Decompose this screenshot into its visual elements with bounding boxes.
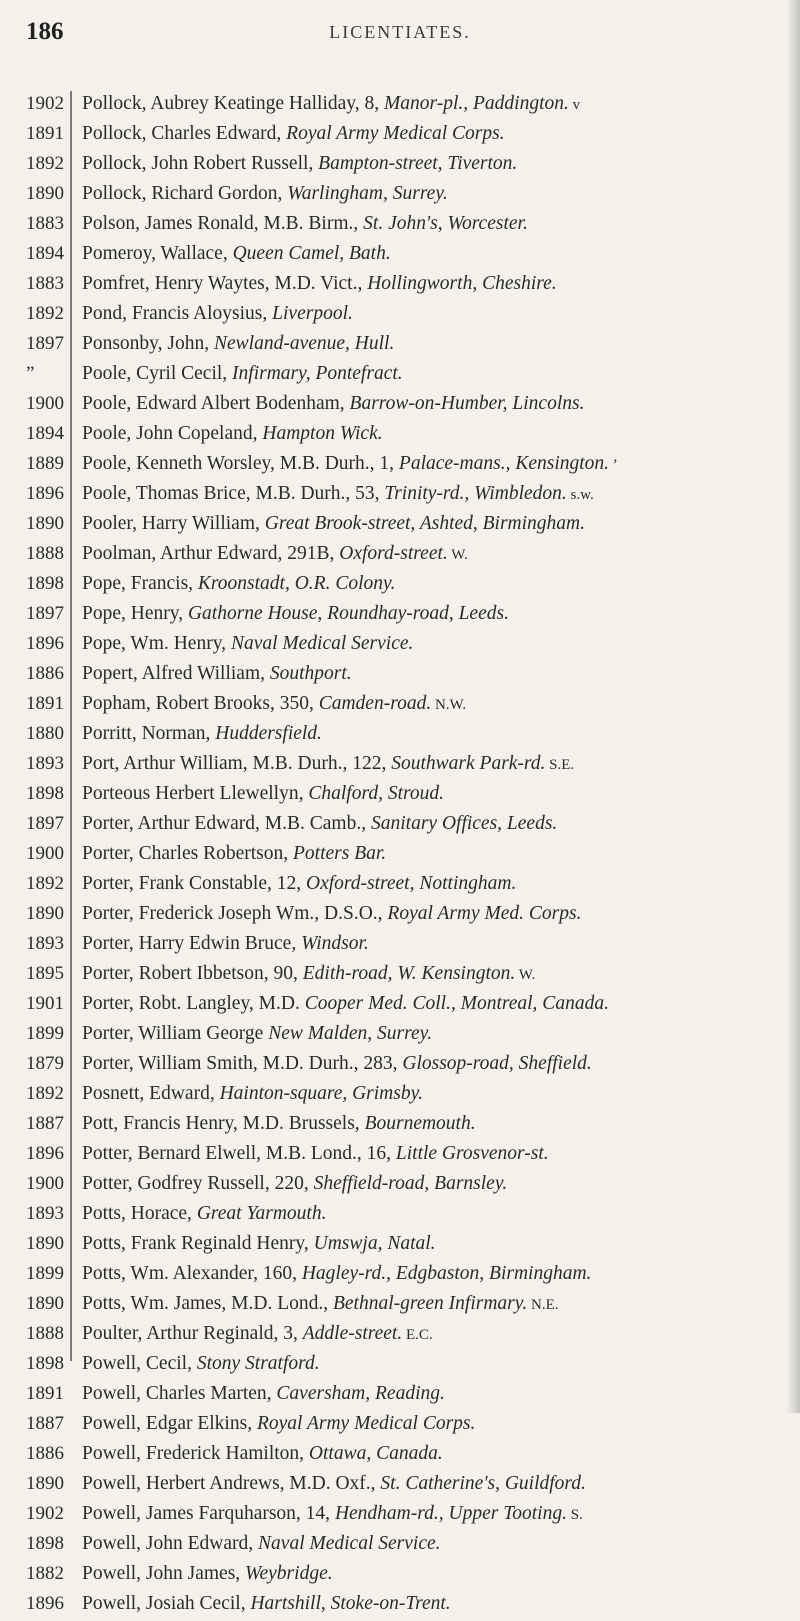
entry-year: 1883 <box>26 213 64 234</box>
entry-address: Palace-mans., Kensington. <box>398 453 610 474</box>
entry-year: 1887 <box>26 1413 64 1434</box>
entry-year: 1887 <box>26 1113 64 1134</box>
entry-name: Powell, Charles Marten, <box>82 1383 277 1404</box>
entry-postal-district: s.w. <box>566 487 594 503</box>
entry-year: 1901 <box>26 993 64 1014</box>
entry-row <box>82 661 794 691</box>
entry-row <box>82 1141 794 1171</box>
entry-name: Posnett, Edward, <box>82 1083 220 1104</box>
entry-year: 1891 <box>26 693 64 714</box>
entry-address: Barrow-on-Humber, Lincolns. <box>349 393 585 414</box>
entry-row <box>82 1471 794 1501</box>
entry-row <box>82 481 794 511</box>
entry-name: Popham, Robert Brooks, 350, <box>82 693 319 714</box>
entry-address: Umswja, Natal. <box>313 1233 436 1254</box>
entry-address: Naval Medical Service. <box>230 633 414 654</box>
entry-row <box>82 511 794 541</box>
entry-row <box>82 1561 794 1591</box>
entry-name: Poole, Thomas Brice, M.B. Durh., 53, <box>82 483 385 504</box>
entry-address: Royal Army Medical Corps. <box>286 123 505 144</box>
entry-name: Pope, Wm. Henry, <box>82 633 231 654</box>
entry-address: Newland-avenue, Hull. <box>214 333 395 354</box>
entry-row <box>82 421 794 451</box>
entry-postal-district: ’ <box>609 457 618 473</box>
entry-row <box>82 1291 794 1321</box>
entry-address: Sanitary Offices, Leeds. <box>370 813 558 834</box>
entry-year: 1900 <box>26 843 64 864</box>
entry-address: Chalford, Stroud. <box>308 783 444 804</box>
entry-year: 1896 <box>26 633 64 654</box>
entry-year: 1890 <box>26 903 64 924</box>
entry-row <box>82 1021 794 1051</box>
entry-name: Popert, Alfred William, <box>82 663 270 684</box>
entry-address: Great Brook-street, Ashted, Birmingham. <box>264 513 586 534</box>
entry-name: Pond, Francis Aloysius, <box>82 303 273 324</box>
entry-year: 1882 <box>26 1563 64 1584</box>
entry-name: Powell, John Edward, <box>82 1533 259 1554</box>
entry-address: St. Catherine's, Guildford. <box>380 1473 586 1494</box>
entry-name: Potts, Wm. James, M.D. Lond., <box>82 1293 333 1314</box>
entry-name: Porter, Harry Edwin Bruce, <box>82 933 302 954</box>
entry-row <box>82 751 794 781</box>
entry-name: Pollock, Aubrey Keatinge Halliday, 8, <box>82 93 385 114</box>
entry-row <box>82 1051 794 1081</box>
entry-year: 1895 <box>26 963 64 984</box>
entry-address: Hagley-rd., Edgbaston, Birmingham. <box>301 1263 592 1284</box>
entry-address: Southwark Park-rd. <box>391 753 546 774</box>
entry-row <box>82 451 794 481</box>
entry-address: Southport. <box>269 663 352 684</box>
entry-address: New Malden, Surrey. <box>268 1023 433 1044</box>
entry-address: Trinity-rd., Wimbledon. <box>384 483 567 504</box>
entry-row <box>82 781 794 811</box>
entry-name: Porter, William George <box>82 1023 269 1044</box>
entry-address: Addle-street. <box>302 1323 403 1344</box>
entry-row <box>82 361 794 391</box>
entry-name: Pomfret, Henry Waytes, M.D. Vict., <box>82 273 368 294</box>
entry-year: 1900 <box>26 393 64 414</box>
entry-row <box>82 1231 794 1261</box>
entry-address: Queen Camel, Bath. <box>232 243 391 264</box>
entry-name: Pott, Francis Henry, M.D. Brussels, <box>82 1113 365 1134</box>
entry-postal-district: W. <box>447 547 468 563</box>
entry-year: ” <box>26 363 35 384</box>
entry-year: 1896 <box>26 1143 64 1164</box>
entry-row <box>82 691 794 721</box>
entry-address: Potters Bar. <box>292 843 387 864</box>
entry-name: Porter, Robt. Langley, M.D. <box>82 993 305 1014</box>
entry-year: 1893 <box>26 933 64 954</box>
entry-year: 1880 <box>26 723 64 744</box>
entry-row <box>82 1081 794 1111</box>
entry-name: Powell, James Farquharson, 14, <box>82 1503 335 1524</box>
entry-name: Potts, Frank Reginald Henry, <box>82 1233 314 1254</box>
entry-name: Powell, Frederick Hamilton, <box>82 1443 309 1464</box>
entry-address: Manor-pl., Paddington. <box>384 93 569 114</box>
entry-row <box>82 211 794 241</box>
entry-address: Edith-road, W. Kensington. <box>302 963 516 984</box>
entry-row <box>82 601 794 631</box>
entry-name: Porteous Herbert Llewellyn, <box>82 783 309 804</box>
entry-name: Powell, Cecil, <box>82 1353 197 1374</box>
entry-address: Hainton-square, Grimsby. <box>219 1083 424 1104</box>
entry-name: Potts, Horace, <box>82 1203 197 1224</box>
entry-year: 1898 <box>26 1353 64 1374</box>
entry-year: 1892 <box>26 1083 64 1104</box>
entry-year: 1897 <box>26 603 64 624</box>
entry-postal-district: S. <box>566 1507 583 1523</box>
entry-address: Liverpool. <box>272 303 353 324</box>
entry-year: 1898 <box>26 573 64 594</box>
entry-address: Hendham-rd., Upper Tooting. <box>334 1503 567 1524</box>
entry-name: Pope, Henry, <box>82 603 188 624</box>
entry-address: Oxford-street, Nottingham. <box>305 873 517 894</box>
running-head: LICENTIATES. <box>329 22 471 42</box>
entry-address: Infirmary, Pontefract. <box>232 363 403 384</box>
entry-row <box>82 241 794 271</box>
entry-address: Hollingworth, Cheshire. <box>367 273 557 294</box>
entry-year: 1879 <box>26 1053 64 1074</box>
entry-address: Weybridge. <box>245 1563 333 1584</box>
entry-year: 1896 <box>26 483 64 504</box>
entry-row <box>82 1501 794 1531</box>
entry-address: Bethnal-green Infirmary. <box>332 1293 528 1314</box>
entry-name: Powell, Josiah Cecil, <box>82 1593 251 1614</box>
entry-address: Huddersfield. <box>215 723 322 744</box>
entry-name: Porter, Robert Ibbetson, 90, <box>82 963 303 984</box>
entry-name: Port, Arthur William, M.B. Durh., 122, <box>82 753 392 774</box>
entry-year: 1893 <box>26 1203 64 1224</box>
entry-year: 1899 <box>26 1263 64 1284</box>
entry-postal-district: v <box>568 97 581 113</box>
entry-row <box>82 931 794 961</box>
entry-year: 1897 <box>26 813 64 834</box>
entry-name: Porter, Frank Constable, 12, <box>82 873 306 894</box>
entry-year: 1890 <box>26 1293 64 1314</box>
entry-name: Porter, Charles Robertson, <box>82 843 293 864</box>
entry-name: Pollock, Richard Gordon, <box>82 183 288 204</box>
entry-list <box>82 91 794 1621</box>
entry-name: Powell, Edgar Elkins, <box>82 1413 257 1434</box>
entry-year: 1902 <box>26 1503 64 1524</box>
entry-address: Bampton-street, Tiverton. <box>318 153 518 174</box>
entry-year: 1891 <box>26 123 64 144</box>
entry-name: Poole, Edward Albert Bodenham, <box>82 393 350 414</box>
entry-address: Great Yarmouth. <box>196 1203 327 1224</box>
entry-row <box>82 1351 794 1381</box>
entry-address: Little Grosvenor-st. <box>395 1143 549 1164</box>
entry-name: Potter, Godfrey Russell, 220, <box>82 1173 314 1194</box>
entry-address: Ottawa, Canada. <box>308 1443 443 1464</box>
entry-row <box>82 391 794 421</box>
entry-name: Pollock, John Robert Russell, <box>82 153 319 174</box>
entry-name: Poolman, Arthur Edward, 291B, <box>82 543 340 564</box>
entry-name: Potter, Bernard Elwell, M.B. Lond., 16, <box>82 1143 396 1164</box>
entry-address: Kroonstadt, O.R. Colony. <box>197 573 396 594</box>
entry-name: Ponsonby, John, <box>82 333 215 354</box>
entry-address: Hampton Wick. <box>262 423 383 444</box>
entry-year: 1889 <box>26 453 64 474</box>
entry-row <box>82 91 794 121</box>
entry-row <box>82 901 794 931</box>
entry-year: 1902 <box>26 93 64 114</box>
entry-name: Porter, Arthur Edward, M.B. Camb., <box>82 813 371 834</box>
entry-year: 1893 <box>26 753 64 774</box>
entry-name: Pope, Francis, <box>82 573 198 594</box>
entry-year: 1896 <box>26 1593 64 1614</box>
entry-address: Gathorne House, Roundhay-road, Leeds. <box>187 603 509 624</box>
entry-address: St. John's, Worcester. <box>363 213 528 234</box>
entry-name: Powell, Herbert Andrews, M.D. Oxf., <box>82 1473 381 1494</box>
entry-year: 1890 <box>26 183 64 204</box>
entry-name: Poole, Kenneth Worsley, M.B. Durh., 1, <box>82 453 399 474</box>
entry-year: 1892 <box>26 303 64 324</box>
column-divider <box>70 91 72 1361</box>
entry-row <box>82 631 794 661</box>
entry-row <box>82 1381 794 1411</box>
entry-postal-district: W. <box>515 967 536 983</box>
entry-year: 1883 <box>26 273 64 294</box>
entry-year: 1886 <box>26 663 64 684</box>
entry-name: Polson, James Ronald, M.B. Birm., <box>82 213 364 234</box>
entry-name: Potts, Wm. Alexander, 160, <box>82 1263 302 1284</box>
entry-row <box>82 871 794 901</box>
entry-row <box>82 991 794 1021</box>
entry-year: 1892 <box>26 873 64 894</box>
entry-address: Glossop-road, Sheffield. <box>402 1053 592 1074</box>
entry-postal-district: N.E. <box>527 1297 559 1313</box>
entry-row <box>82 1171 794 1201</box>
entry-year: 1886 <box>26 1443 64 1464</box>
entry-address: Sheffield-road, Barnsley. <box>313 1173 508 1194</box>
entry-year: 1888 <box>26 543 64 564</box>
entry-address: Royal Army Med. Corps. <box>387 903 582 924</box>
entry-name: Powell, John James, <box>82 1563 246 1584</box>
entry-row <box>82 181 794 211</box>
entry-address: Stony Stratford. <box>196 1353 320 1374</box>
entry-row <box>82 271 794 301</box>
entry-year: 1898 <box>26 783 64 804</box>
entry-row <box>82 151 794 181</box>
entry-address: Bournemouth. <box>364 1113 476 1134</box>
entry-name: Porritt, Norman, <box>82 723 216 744</box>
entry-row <box>82 331 794 361</box>
entry-row <box>82 1321 794 1351</box>
entry-name: Pollock, Charles Edward, <box>82 123 287 144</box>
entry-name: Poulter, Arthur Reginald, 3, <box>82 1323 303 1344</box>
entry-address: Hartshill, Stoke-on-Trent. <box>250 1593 451 1614</box>
entry-name: Pomeroy, Wallace, <box>82 243 233 264</box>
entry-name: Poole, Cyril Cecil, <box>82 363 233 384</box>
page-edge-shadow <box>786 0 800 1413</box>
entry-row <box>82 1111 794 1141</box>
entry-year: 1888 <box>26 1323 64 1344</box>
entry-year: 1894 <box>26 423 64 444</box>
entry-address: Camden-road. <box>318 693 432 714</box>
entry-row <box>82 721 794 751</box>
entry-address: Warlingham, Surrey. <box>287 183 448 204</box>
entry-name: Porter, William Smith, M.D. Durh., 283, <box>82 1053 403 1074</box>
entry-address: Naval Medical Service. <box>258 1533 441 1554</box>
entry-year: 1894 <box>26 243 64 264</box>
entry-row <box>82 811 794 841</box>
entry-postal-district: E.C. <box>402 1327 433 1343</box>
entry-row <box>82 571 794 601</box>
entry-year: 1891 <box>26 1383 64 1404</box>
entry-year: 1892 <box>26 153 64 174</box>
entry-name: Poole, John Copeland, <box>82 423 263 444</box>
entry-address: Royal Army Medical Corps. <box>256 1413 476 1434</box>
entry-postal-district: N.W. <box>431 697 467 713</box>
entry-row <box>82 1201 794 1231</box>
entry-year: 1890 <box>26 1233 64 1254</box>
entry-name: Pooler, Harry William, <box>82 513 265 534</box>
entry-row <box>82 121 794 151</box>
year-column <box>26 91 64 1621</box>
entry-row <box>82 301 794 331</box>
entry-address: Caversham, Reading. <box>276 1383 445 1404</box>
entry-row <box>82 541 794 571</box>
entry-row <box>82 1411 794 1441</box>
entry-address: Cooper Med. Coll., Montreal, Canada. <box>304 993 609 1014</box>
entry-year: 1900 <box>26 1173 64 1194</box>
entry-row <box>82 1591 794 1621</box>
entry-year: 1898 <box>26 1533 64 1554</box>
entry-name: Porter, Frederick Joseph Wm., D.S.O., <box>82 903 388 924</box>
page-number: 186 <box>26 18 64 45</box>
entry-row <box>82 961 794 991</box>
entry-row <box>82 1261 794 1291</box>
entry-row <box>82 1531 794 1561</box>
entry-year: 1890 <box>26 1473 64 1494</box>
entry-year: 1899 <box>26 1023 64 1044</box>
entry-address: Oxford-street. <box>339 543 448 564</box>
entry-row <box>82 841 794 871</box>
entry-address: Windsor. <box>301 933 369 954</box>
entry-year: 1890 <box>26 513 64 534</box>
entry-year: 1897 <box>26 333 64 354</box>
entry-row <box>82 1441 794 1471</box>
entry-postal-district: S.E. <box>545 757 575 773</box>
